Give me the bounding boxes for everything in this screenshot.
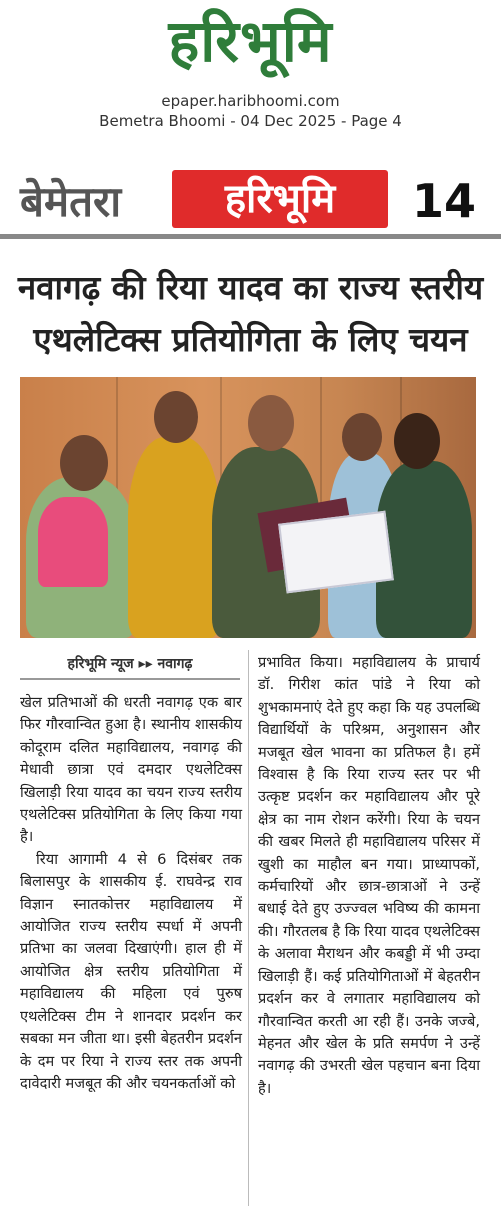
person-head <box>342 413 382 461</box>
person-head <box>154 391 198 443</box>
headline-line-2: एथलेटिक्स प्रतियोगिता के लिए चयन <box>33 320 468 359</box>
epaper-url[interactable]: epaper.haribhoomi.com <box>161 92 340 110</box>
article-column-right <box>258 652 480 1100</box>
article-column-left <box>20 692 242 1095</box>
edition-info: Bemetra Bhoomi - 04 Dec 2025 - Page 4 <box>99 112 402 130</box>
section-logo-badge <box>172 170 388 228</box>
person-riya-yadav <box>376 461 472 638</box>
paragraph: प्रभावित किया। महाविद्यालय के प्राचार्य डॉ. गिरीश कांत पांडे ने रिया को शुभकामनाएं देते हुए कहा कि यह उपलब्धि विद्यार्थियों के परिश्रम, अनुशासन और मजबूत खेल भावना का प्रतिफल है। हमें विश्वास है कि रिया राज्य स्तर पर भी उत्कृष्ट प्रदर्शन कर महाविद्यालय और पूरे क्षेत्र का नाम रोशन करेंगी। रिया के चयन की खबर मिलते ही महाविद्यालय परिसर में खुशी का माहौल बन गया। प्राध्यापकों, कर्मचारियों और छात्र-छात्राओं ने उन्हें बधाई देते हुए उज्ज्वल भविष्य की कामना की। गौरतलब है कि रिया यादव एथलेटिक्स के अलावा मैराथन और कबड्डी में भी उम्दा खिलाड़ी हैं। कई प्रतियोगिताओं में बेहतरीन प्रदर्शन कर वे लगातार महाविद्यालय को गौरवान्वित करती आ रही हैं। उनके जज्बे, मेहनत और खेल के प्रति समर्पण ने उन्हें नवागढ़ की उभरती खेल पहचान बना दिया है। <box>258 654 480 1097</box>
person-yellow-jacket <box>128 437 220 638</box>
paragraph: खेल प्रतिभाओं की धरती नवागढ़ एक बार फिर गौरवान्वित हुआ है। स्थानीय शासकीय कोदूराम दलित महाविद्यालय, नवागढ़ की मेधावी छात्रा एवं दमदार एथलेटिक्स खिलाड़ी रिया यादव का चयन राज्य स्तरीय एथलेटिक्स प्रतियोगिता के लिए किया गया है। <box>20 694 242 846</box>
masthead <box>0 0 501 140</box>
section-name: बेमेतरा <box>20 177 122 226</box>
byline: हरिभूमि न्यूज ▸▸ नवागढ़ <box>67 656 193 672</box>
section-logo-text: हरिभूमि <box>224 176 336 222</box>
certificate <box>278 511 394 594</box>
article-photo <box>20 377 476 638</box>
column-divider <box>248 650 249 1206</box>
byline-underline <box>20 678 240 680</box>
page-number: 14 <box>412 174 477 228</box>
person-head <box>248 395 294 451</box>
person-head <box>60 435 108 491</box>
article-headline <box>10 262 491 366</box>
section-divider <box>0 234 501 239</box>
headline-line-1: नवागढ़ की रिया यादव का राज्य स्तरीय <box>17 268 484 307</box>
pink-dupatta <box>38 497 108 587</box>
paragraph: रिया आगामी 4 से 6 दिसंबर तक बिलासपुर के शासकीय ई. राघवेन्द्र राव विज्ञान स्नातकोत्तर महाविद्यालय में आयोजित राज्य स्तरीय स्पर्धा में अपनी प्रतिभा का जलवा दिखाएंगी। हाल ही में आयोजित क्षेत्र स्तरीय प्रतियोगिता में महाविद्यालय की महिला एवं पुरुष एथलेटिक्स टीम ने शानदार प्रदर्शन कर सबका मन जीता था। इसी बेहतरीन प्रदर्शन के दम पर रिया ने राज्य स्तर तक अपनी दावेदारी मजबूत की और चयनकर्ताओं को <box>20 850 242 1092</box>
person-head <box>394 413 440 469</box>
section-header <box>0 168 501 240</box>
haribhoomi-logo[interactable]: हरिभूमि <box>168 7 333 75</box>
